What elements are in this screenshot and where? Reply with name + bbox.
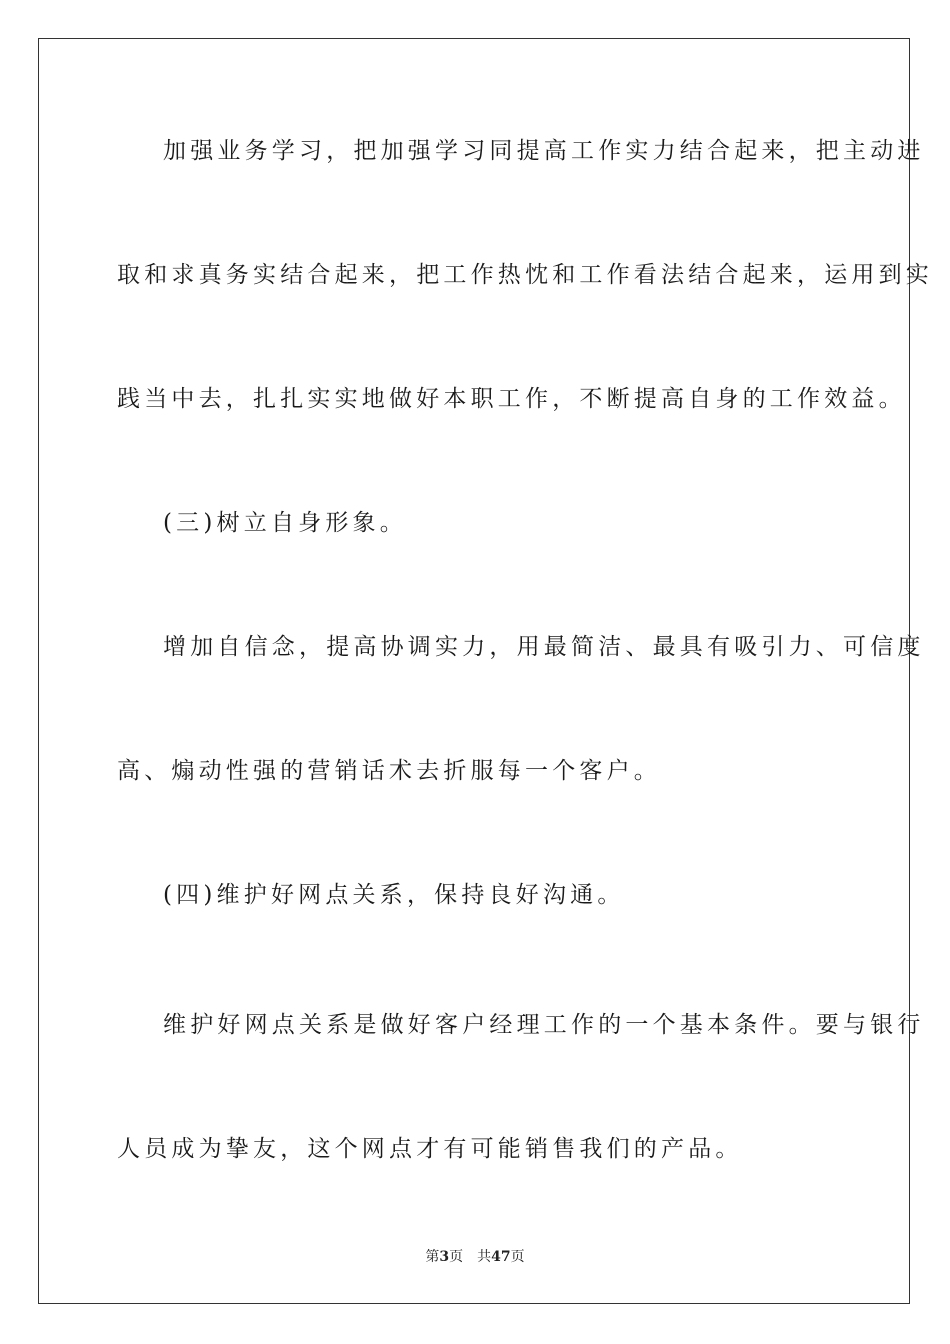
paragraph-1-line-3: 践当中去，扎扎实实地做好本职工作，不断提高自身的工作效益。 — [117, 386, 906, 412]
page-border — [38, 38, 933, 1304]
section-heading-4: (四)维护好网点关系，保持良好沟通。 — [163, 882, 625, 908]
paragraph-3-line-1: 维护好网点关系是做好客户经理工作的一个基本条件。要与银行 — [163, 1012, 925, 1038]
paragraph-1-line-2: 取和求真务实结合起来，把工作热忱和工作看法结合起来，运用到实 — [117, 262, 933, 288]
page-number: 3 — [439, 1249, 450, 1265]
paragraph-3-line-2: 人员成为挚友，这个网点才有可能销售我们的产品。 — [117, 1136, 743, 1162]
paragraph-2-line-1: 增加自信念，提高协调实力，用最简洁、最具有吸引力、可信度 — [163, 634, 925, 660]
total-pages: 47 — [491, 1249, 511, 1265]
paragraph-2-line-2: 高、煽动性强的营销话术去折服每一个客户。 — [117, 758, 661, 784]
page-suffix: 页 — [449, 1249, 464, 1265]
page-prefix: 第 — [425, 1249, 440, 1265]
total-prefix: 共 — [477, 1249, 492, 1265]
paragraph-1-line-1: 加强业务学习，把加强学习同提高工作实力结合起来，把主动进 — [163, 138, 925, 164]
page-footer — [0, 1248, 950, 1266]
total-suffix: 页 — [510, 1249, 525, 1265]
section-heading-3: (三)树立自身形象。 — [163, 510, 407, 536]
